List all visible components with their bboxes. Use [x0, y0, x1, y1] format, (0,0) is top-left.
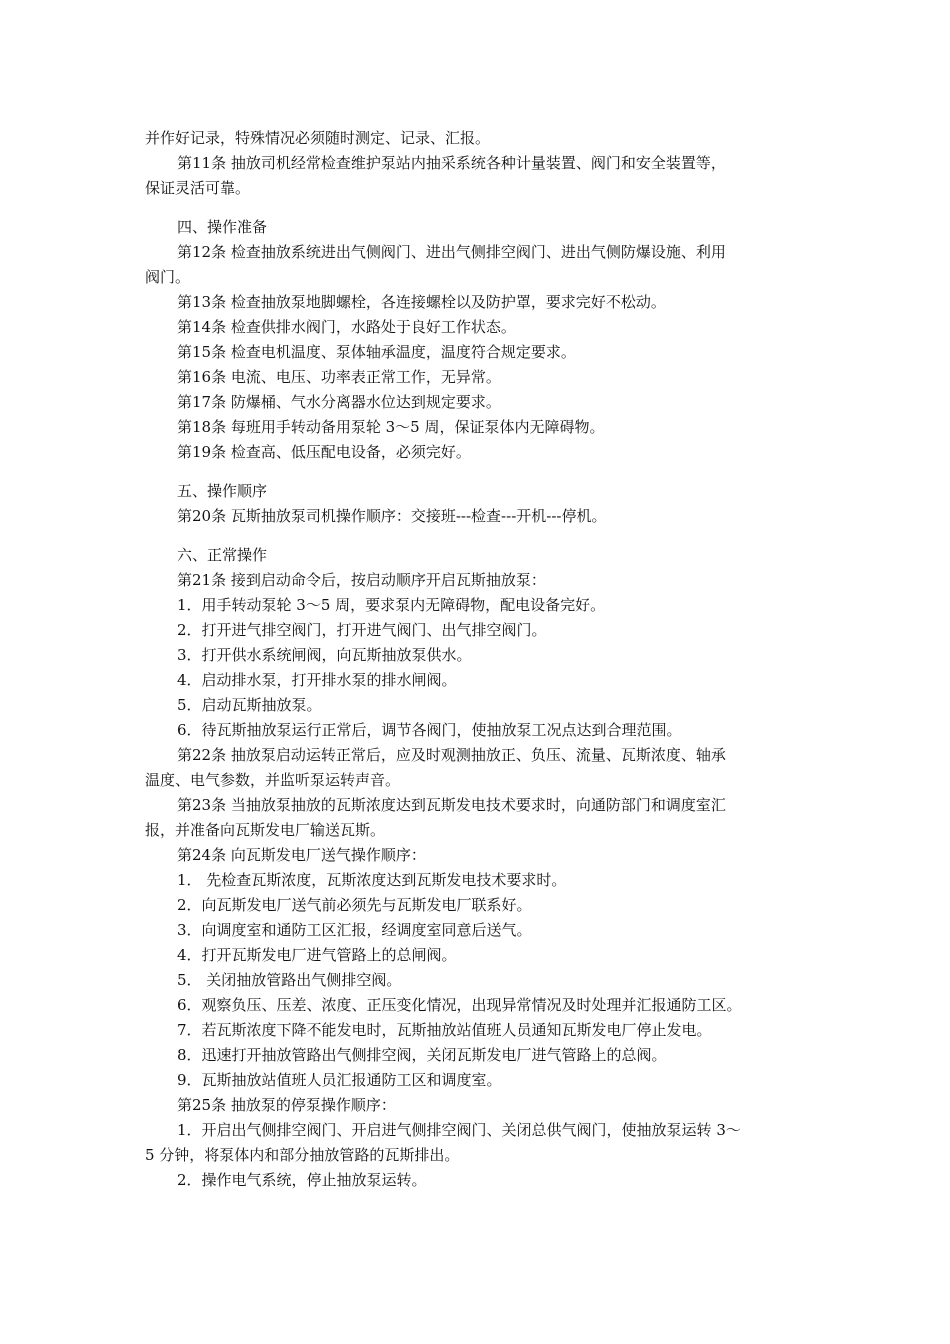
- article-25: 第25条 抽放泵的停泵操作顺序：: [177, 1096, 396, 1114]
- article-21: 第21条 接到启动命令后，按启动顺序开启瓦斯抽放泵：: [177, 571, 546, 589]
- article-11-line-1: 第11条 抽放司机经常检查维护泵站内抽采系统各种计量装置、阀门和安全装置等，: [177, 154, 726, 172]
- article-17: 第17条 防爆桶、气水分离器水位达到规定要求。: [177, 393, 501, 411]
- list-item: 7．若瓦斯浓度下降不能发电时，瓦斯抽放站值班人员通知瓦斯发电厂停止发电。: [177, 1021, 712, 1039]
- list-item: 2．打开进气排空阀门，打开进气阀门、出气排空阀门。: [177, 621, 547, 639]
- article-14: 第14条 检查供排水阀门，水路处于良好工作状态。: [177, 318, 516, 336]
- article-15: 第15条 检查电机温度、泵体轴承温度，温度符合规定要求。: [177, 343, 576, 361]
- text-line: 并作好记录，特殊情况必须随时测定、记录、汇报。: [145, 129, 491, 147]
- list-item: 4．启动排水泵，打开排水泵的排水闸阀。: [177, 671, 457, 689]
- article-23-line-1: 第23条 当抽放泵抽放的瓦斯浓度达到瓦斯发电技术要求时，向通防部门和调度室汇: [177, 796, 726, 814]
- article-24: 第24条 向瓦斯发电厂送气操作顺序：: [177, 846, 426, 864]
- article-22-line-1: 第22条 抽放泵启动运转正常后，应及时观测抽放正、负压、流量、瓦斯浓度、轴承: [177, 746, 726, 764]
- section-heading-operation-prep: 四、操作准备: [177, 218, 268, 236]
- list-item: 6．观察负压、压差、浓度、正压变化情况，出现异常情况及时处理并汇报通防工区。: [177, 996, 742, 1014]
- list-item: 8．迅速打开抽放管路出气侧排空阀，关闭瓦斯发电厂进气管路上的总阀。: [177, 1046, 667, 1064]
- article-12-line-1: 第12条 检查抽放系统进出气侧阀门、进出气侧排空阀门、进出气侧防爆设施、利用: [177, 243, 726, 261]
- list-item: 3．打开供水系统闸阀，向瓦斯抽放泵供水。: [177, 646, 472, 664]
- list-item: 5．启动瓦斯抽放泵。: [177, 696, 322, 714]
- list-item: 2．向瓦斯发电厂送气前必须先与瓦斯发电厂联系好。: [177, 896, 532, 914]
- article-19: 第19条 检查高、低压配电设备，必须完好。: [177, 443, 471, 461]
- list-item: 4．打开瓦斯发电厂进气管路上的总闸阀。: [177, 946, 457, 964]
- document-page: [145, 126, 810, 1193]
- list-item: 2．操作电气系统，停止抽放泵运转。: [177, 1171, 427, 1189]
- list-item: 1．用手转动泵轮 3～5 周，要求泵内无障碍物，配电设备完好。: [177, 596, 606, 614]
- list-item-continuation: 5 分钟，将泵体内和部分抽放管路的瓦斯排出。: [145, 1146, 460, 1164]
- list-item: 1．开启出气侧排空阀门、开启进气侧排空阀门、关闭总供气阀门，使抽放泵运转 3～: [177, 1121, 741, 1139]
- list-item: 6．待瓦斯抽放泵运行正常后，调节各阀门，使抽放泵工况点达到合理范围。: [177, 721, 682, 739]
- list-item: 9．瓦斯抽放站值班人员汇报通防工区和调度室。: [177, 1071, 502, 1089]
- article-23-line-2: 报，并准备向瓦斯发电厂输送瓦斯。: [145, 821, 386, 839]
- section-heading-normal-operation: 六、正常操作: [177, 546, 268, 564]
- section-heading-operation-sequence: 五、操作顺序: [177, 482, 268, 500]
- article-18: 第18条 每班用手转动备用泵轮 3～5 周，保证泵体内无障碍物。: [177, 418, 605, 436]
- article-12-line-2: 阀门。: [145, 268, 191, 286]
- article-22-line-2: 温度、电气参数，并监听泵运转声音。: [145, 771, 401, 789]
- list-item: 5． 关闭抽放管路出气侧排空阀。: [177, 971, 402, 989]
- article-16: 第16条 电流、电压、功率表正常工作，无异常。: [177, 368, 501, 386]
- article-11-line-2: 保证灵活可靠。: [145, 179, 251, 197]
- article-20: 第20条 瓦斯抽放泵司机操作顺序：交接班---检查---开机---停机。: [177, 507, 607, 525]
- article-13: 第13条 检查抽放泵地脚螺栓，各连接螺栓以及防护罩，要求完好不松动。: [177, 293, 666, 311]
- list-item: 1． 先检查瓦斯浓度，瓦斯浓度达到瓦斯发电技术要求时。: [177, 871, 567, 889]
- list-item: 3．向调度室和通防工区汇报，经调度室同意后送气。: [177, 921, 532, 939]
